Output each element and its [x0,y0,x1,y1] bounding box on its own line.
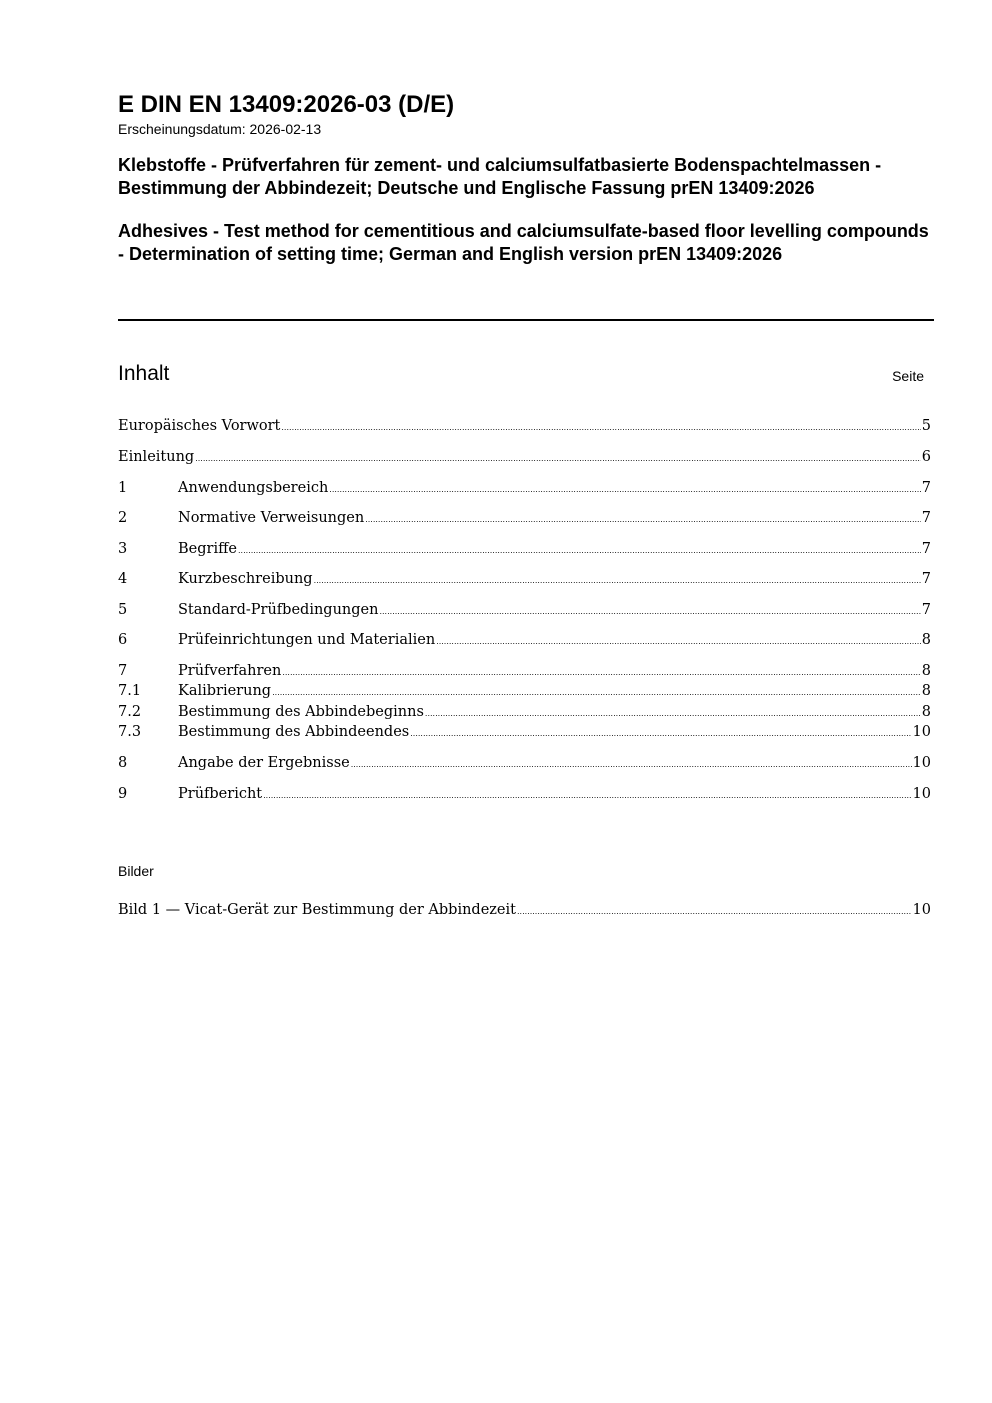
document-number: E DIN EN 13409:2026-03 (D/E) [118,91,455,118]
document-header [118,90,934,266]
toc-leader [436,630,921,652]
toc-entry[interactable] [118,569,931,589]
toc-entry-number: 1 [118,480,128,496]
publication-date: Erscheinungsdatum: 2026-02-13 [118,121,322,137]
toc-entry-page: 10 [912,724,931,740]
toc-leader [263,784,911,806]
figure-entry[interactable] [118,900,931,920]
toc-entry-number: 9 [118,786,128,802]
toc-entry[interactable] [118,416,931,436]
toc-leader [281,416,920,438]
toc-entry-title: Bestimmung des Abbindeendes [178,724,410,740]
title-english: Adhesives - Test method for cementitious and calciumsulfate-based floor levelling compounds - Determination of setting time; German and English version prEN 13409:2026 [118,221,929,264]
toc-entry[interactable] [118,539,931,559]
toc-leader [238,539,921,561]
toc-leader [314,569,921,591]
figure-entry-title: Bild 1 — Vicat-Gerät zur Bestimmung der Abbindezeit [118,902,516,918]
toc-entry[interactable] [118,784,931,804]
toc-entry-number: 7 [118,663,128,679]
toc-entry-number: 7.3 [118,724,142,740]
title-german: Klebstoffe - Prüfverfahren für zement- und calciumsulfatbasierte Bodenspachtelmassen - Bestimmung der Abbindezeit; Deutsche und Englische Fassung prEN 13409:2026 [118,155,882,198]
toc-entry-title: Europäisches Vorwort [118,418,281,434]
toc-entry-title: Begriffe [178,541,237,557]
toc-entry-page: 7 [921,571,931,587]
toc-leader [425,702,921,724]
toc-entry-number: 8 [118,755,128,771]
toc-entry[interactable] [118,630,931,650]
toc-entry-page: 7 [921,480,931,496]
toc-entry-title: Prüfbericht [178,786,263,802]
toc-leader [195,447,921,469]
header-divider [118,319,934,321]
toc-leader [272,681,921,703]
toc-entry-number: 7.2 [118,704,142,720]
toc-entry-page: 8 [921,632,931,648]
toc-entry-title: Kalibrierung [178,683,272,699]
toc-entry-title: Prüfeinrichtungen und Materialien [178,632,436,648]
toc-leader [379,600,920,622]
toc-entry-title: Anwendungsbereich [178,480,329,496]
toc-entry-page: 7 [921,510,931,526]
toc-entry-page: 10 [912,755,931,771]
toc-entry-page: 7 [921,541,931,557]
toc-entry[interactable] [118,702,931,722]
toc-entry-number: 4 [118,571,128,587]
toc-entry-number: 6 [118,632,128,648]
figure-entry-page: 10 [912,902,931,918]
toc-entry[interactable] [118,722,931,742]
toc-entry-title: Einleitung [118,449,195,465]
toc-leader [329,478,920,500]
toc-entry[interactable] [118,447,931,467]
toc-entry-number: 5 [118,602,128,618]
toc-entry-page: 5 [921,418,931,434]
toc-entry-title: Kurzbeschreibung [178,571,313,587]
toc-page-label: Seite [892,368,924,384]
toc-leader [517,900,912,922]
toc-leader [351,753,912,775]
toc-entry-page: 8 [921,683,931,699]
toc-leader [365,508,921,530]
toc-entry-title: Angabe der Ergebnisse [178,755,350,771]
toc-entry-title: Standard-Prüfbedingungen [178,602,379,618]
toc-entry-number: 2 [118,510,128,526]
toc-leader [410,722,911,744]
toc-entry-number: 3 [118,541,128,557]
toc-entry-title: Prüfverfahren [178,663,282,679]
toc-entry-title: Normative Verweisungen [178,510,365,526]
toc-entry-page: 8 [921,704,931,720]
toc-entry[interactable] [118,681,931,701]
toc-entry-page: 10 [912,786,931,802]
toc-entry[interactable] [118,753,931,773]
toc-entry[interactable] [118,478,931,498]
toc-entry[interactable] [118,661,931,681]
toc-entry[interactable] [118,600,931,620]
toc-heading: Inhalt [118,362,170,385]
figures-heading: Bilder [118,863,154,879]
toc-leader [282,661,920,683]
toc-entry-page: 7 [921,602,931,618]
toc-entry[interactable] [118,508,931,528]
toc-entry-title: Bestimmung des Abbindebeginns [178,704,424,720]
toc-entry-page: 8 [921,663,931,679]
toc-entry-number: 7.1 [118,683,142,699]
toc-entry-page: 6 [921,449,931,465]
